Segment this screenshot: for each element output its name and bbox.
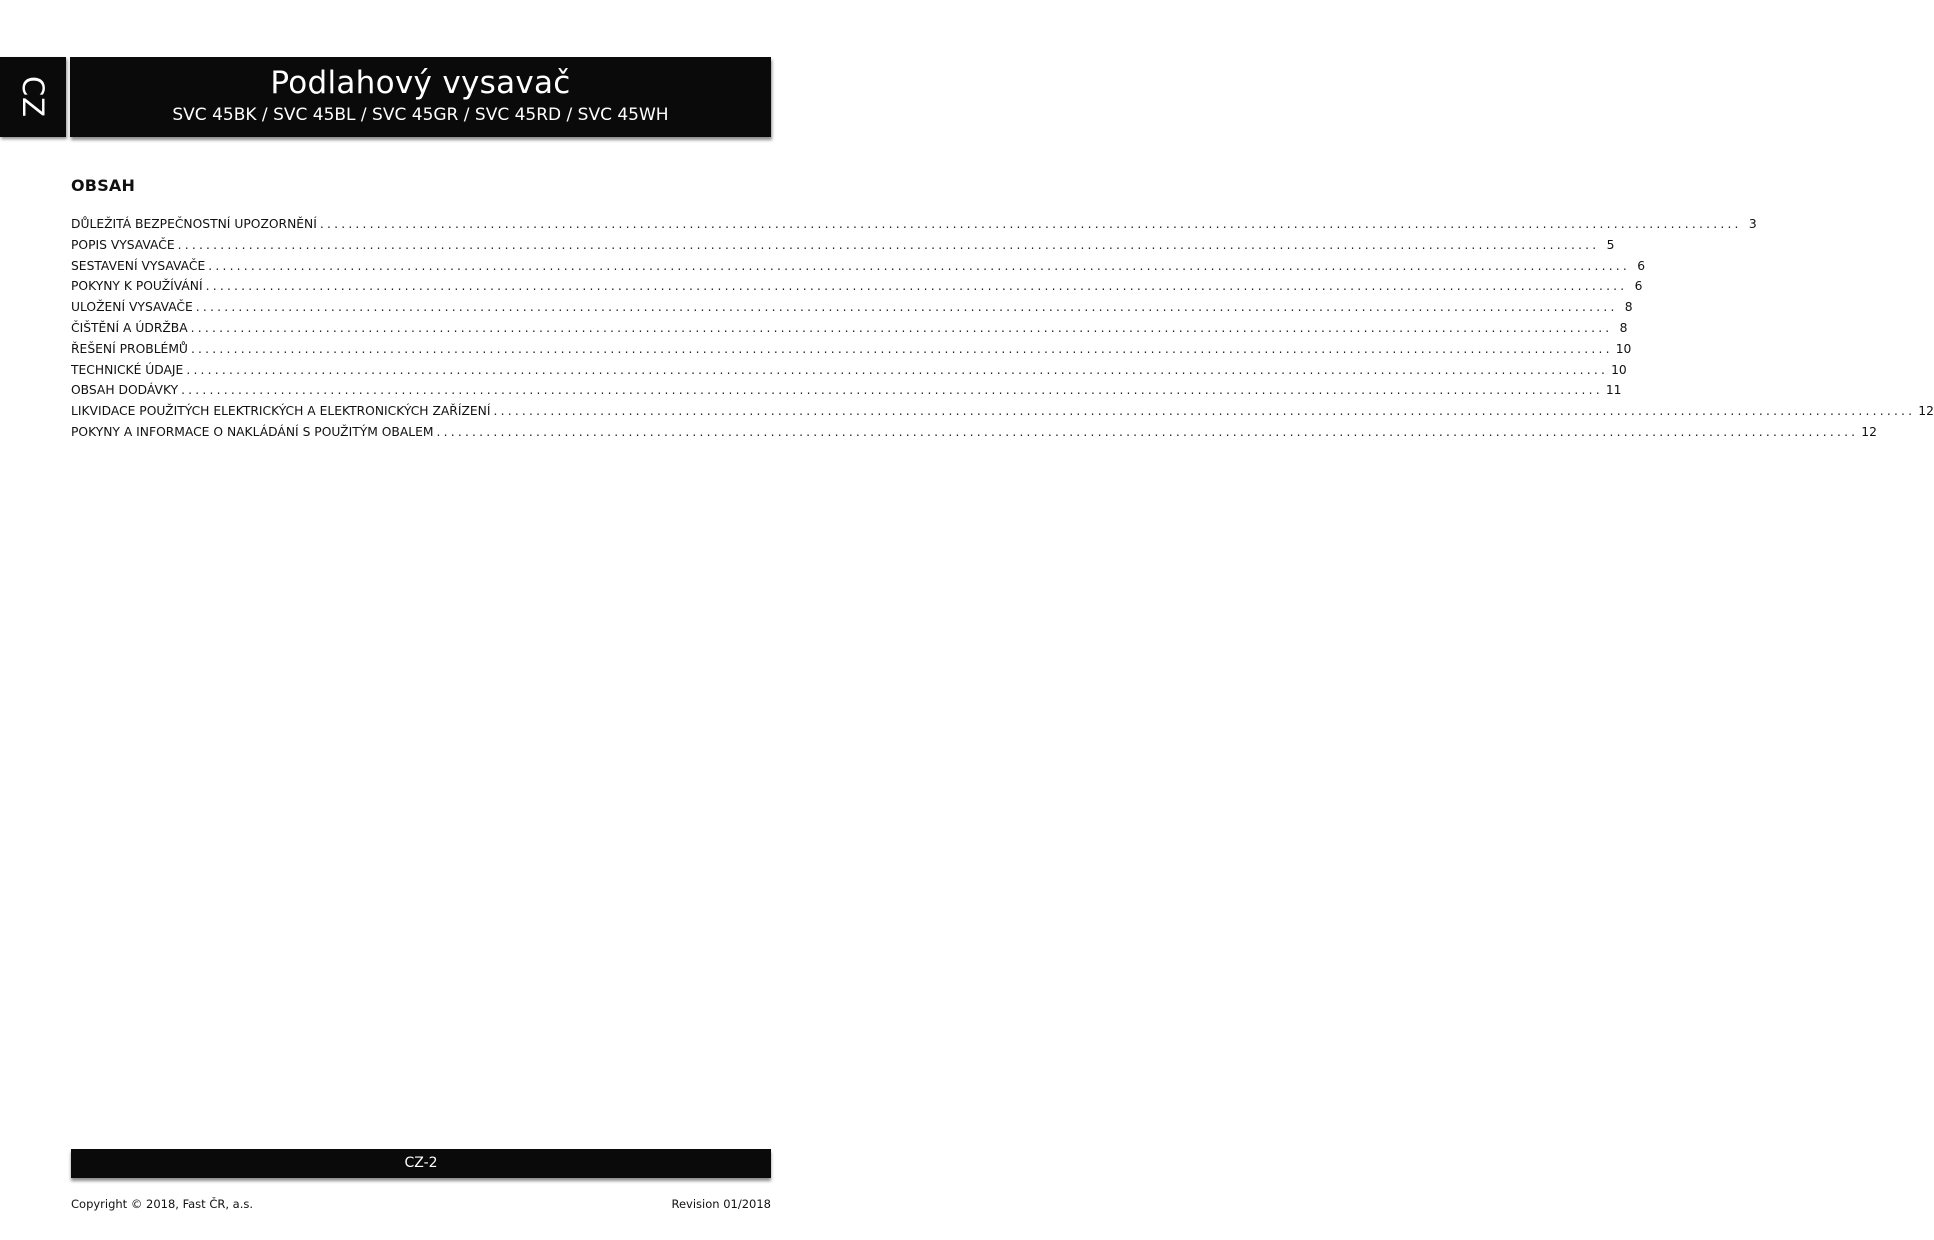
page-number-bar — [71, 1149, 771, 1178]
revision-label: Revision 01/2018 — [671, 1197, 771, 1211]
toc-entry[interactable] — [71, 256, 1646, 277]
toc-entry-page: 6 — [1634, 279, 1643, 294]
toc-entry-page: 8 — [1619, 320, 1628, 335]
toc-entry-label: OBSAH DODÁVKY — [71, 383, 179, 398]
dot-leader: ........................................................................................................................................................................................................ — [319, 217, 1742, 231]
dot-leader: ........................................................................................................................................................................................................ — [186, 362, 1609, 377]
toc-entry-label: ULOŽENÍ VYSAVAČE — [71, 300, 193, 315]
toc-entry-page: 6 — [1637, 258, 1646, 273]
language-tab — [0, 57, 66, 137]
toc-entry-page: 12 — [1861, 424, 1877, 439]
toc-entry-page: 5 — [1606, 237, 1615, 252]
toc-entry-label: POKYNY A INFORMACE O NAKLÁDÁNÍ S POUŽITÝM OBALEM — [71, 424, 434, 439]
model-list: SVC 45BK / SVC 45BL / SVC 45GR / SVC 45RD / SVC 45WH — [172, 105, 669, 125]
toc-entry[interactable] — [71, 339, 1632, 360]
toc-entry-page: 3 — [1748, 217, 1757, 231]
toc-entry[interactable] — [71, 318, 1628, 339]
header-bar — [70, 57, 771, 137]
language-tab-label: CZ — [16, 75, 50, 119]
dot-leader: ........................................................................................................................................................................................................ — [436, 424, 1859, 439]
dot-leader: ........................................................................................................................................................................................................ — [190, 320, 1613, 335]
toc-entry[interactable] — [71, 360, 1627, 381]
dot-leader: ........................................................................................................................................................................................................ — [205, 279, 1628, 294]
toc-heading: OBSAH — [71, 176, 136, 195]
document-title: Podlahový vysavač — [270, 65, 571, 101]
toc-entry-page: 8 — [1624, 300, 1633, 315]
toc-entry-page: 12 — [1918, 404, 1934, 419]
toc-entry-label: DŮLEŽITÁ BEZPEČNOSTNÍ UPOZORNĚNÍ — [71, 217, 317, 231]
toc-entry-label: POPIS VYSAVAČE — [71, 237, 175, 252]
toc-entry[interactable] — [71, 214, 1757, 235]
toc-entry[interactable] — [71, 380, 1622, 401]
dot-leader: ........................................................................................................................................................................................................ — [208, 258, 1631, 273]
page-number: CZ-2 — [404, 1155, 438, 1171]
toc-entry[interactable] — [71, 422, 1877, 443]
toc-entry-page: 10 — [1611, 362, 1627, 377]
toc-entry[interactable] — [71, 276, 1643, 297]
dot-leader: ........................................................................................................................................................................................................ — [195, 300, 1618, 315]
dot-leader: ........................................................................................................................................................................................................ — [493, 404, 1916, 419]
toc-entry-label: POKYNY K POUŽÍVÁNÍ — [71, 279, 203, 294]
copyright-notice: Copyright © 2018, Fast ČR, a.s. — [71, 1197, 254, 1211]
toc-entry[interactable] — [71, 401, 1934, 422]
toc-entry-page: 10 — [1615, 341, 1632, 356]
dot-leader: ........................................................................................................................................................................................................ — [177, 237, 1600, 252]
toc-entry-label: ŘEŠENÍ PROBLÉMŮ — [71, 341, 188, 356]
toc-entry-label: TECHNICKÉ ÚDAJE — [71, 362, 184, 377]
dot-leader: ........................................................................................................................................................................................................ — [190, 341, 1613, 356]
toc-entry-page: 11 — [1605, 383, 1622, 398]
table-of-contents — [71, 214, 1934, 443]
dot-leader: ........................................................................................................................................................................................................ — [181, 383, 1603, 398]
toc-entry[interactable] — [71, 235, 1615, 256]
toc-entry-label: ČIŠTĚNÍ A ÚDRŽBA — [71, 320, 188, 335]
toc-entry-label: SESTAVENÍ VYSAVAČE — [71, 258, 206, 273]
toc-entry-label: LIKVIDACE POUŽITÝCH ELEKTRICKÝCH A ELEKTRONICKÝCH ZAŘÍZENÍ — [71, 404, 491, 419]
toc-entry[interactable] — [71, 297, 1633, 318]
